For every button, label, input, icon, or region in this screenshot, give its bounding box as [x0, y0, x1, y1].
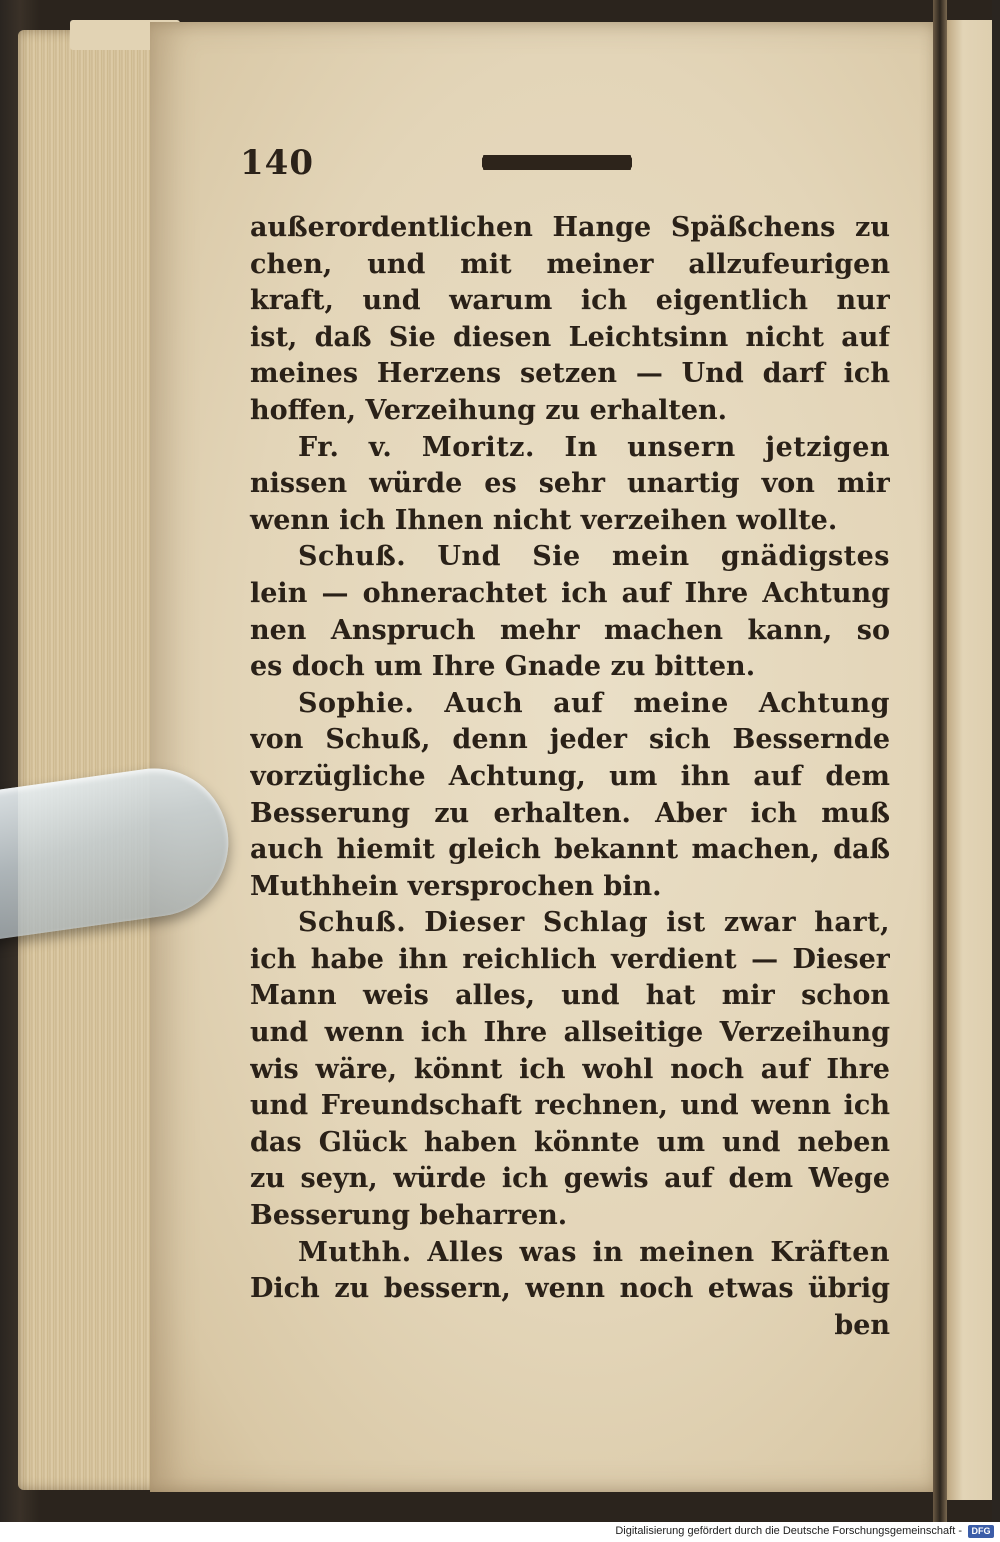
scan-border — [992, 0, 1000, 1522]
page-edges — [18, 30, 168, 1490]
text-line: hoffen, Verzeihung zu erhalten. — [250, 394, 728, 426]
text-line: auch hiemit gleich bekannt machen, daß — [250, 834, 890, 866]
footer-credit: Digitalisierung gefördert durch die Deutsche Forschungsgemeinschaft - — [615, 1525, 962, 1537]
speaker-line: Schuß. Dieser Schlag ist zwar hart, — [298, 907, 890, 939]
header-ornament-rule — [482, 157, 632, 168]
page-text — [250, 210, 890, 1344]
text-line: ich habe ihn reichlich verdient — Dieser — [250, 943, 890, 975]
text-line: außerordentlichen Hange Späßchens zu — [250, 212, 890, 243]
text-line: zu seyn, würde ich gewis auf dem Wege — [250, 1163, 890, 1195]
text-line: nissen würde es sehr unartig von mir — [250, 468, 890, 500]
text-line: vorzügliche Achtung, um ihn auf dem — [250, 760, 890, 792]
speaker-line: Muthh. Alles was in meinen Kräften — [298, 1236, 890, 1268]
text-line: chen, und mit meiner allzufeurigen — [250, 248, 890, 280]
text-line: wis wäre, könnt ich wohl noch auf Ihre — [250, 1053, 890, 1085]
text-line: Mann weis alles, und hat mir schon — [250, 980, 890, 1012]
text-line: nen Anspruch mehr machen kann, so — [250, 614, 890, 646]
speaker-line: Sophie. Auch auf meine Achtung — [298, 687, 890, 719]
text-line: das Glück haben könnte um und neben — [250, 1126, 890, 1158]
text-line: meines Herzens setzen — Und darf ich — [250, 358, 890, 390]
text-line: ist, daß Sie diesen Leichtsinn nicht auf — [250, 321, 890, 353]
text-line: es doch um Ihre Gnade zu bitten. — [250, 651, 756, 683]
catchword: ben — [834, 1309, 890, 1341]
text-line: Besserung beharren. — [250, 1200, 568, 1232]
text-line: Besserung zu erhalten. Aber ich muß — [250, 797, 890, 829]
text-line: Dich zu bessern, wenn noch etwas übrig — [250, 1273, 890, 1305]
footer-bar — [0, 1522, 1000, 1542]
book-gutter — [933, 0, 947, 1522]
speaker-line: Fr. v. Moritz. In unsern jetzigen — [298, 431, 890, 463]
speaker-line: Schuß. Und Sie mein gnädigstes — [298, 541, 890, 573]
text-line: und Freundschaft rechnen, und wenn ich — [250, 1090, 890, 1122]
text-line: wenn ich Ihnen nicht verzeihen wollte. — [250, 504, 838, 536]
dfg-logo[interactable]: DFG — [968, 1525, 994, 1538]
text-line: kraft, und warum ich eigentlich nur — [250, 285, 890, 317]
text-line: von Schuß, denn jeder sich Bessernde — [250, 724, 890, 756]
page-number: 140 — [240, 143, 314, 183]
text-line: und wenn ich Ihre allseitige Verzeihung — [250, 1017, 890, 1049]
text-line: lein — ohnerachtet ich auf Ihre Achtung — [250, 577, 890, 609]
text-line: Muthhein versprochen bin. — [250, 870, 662, 902]
